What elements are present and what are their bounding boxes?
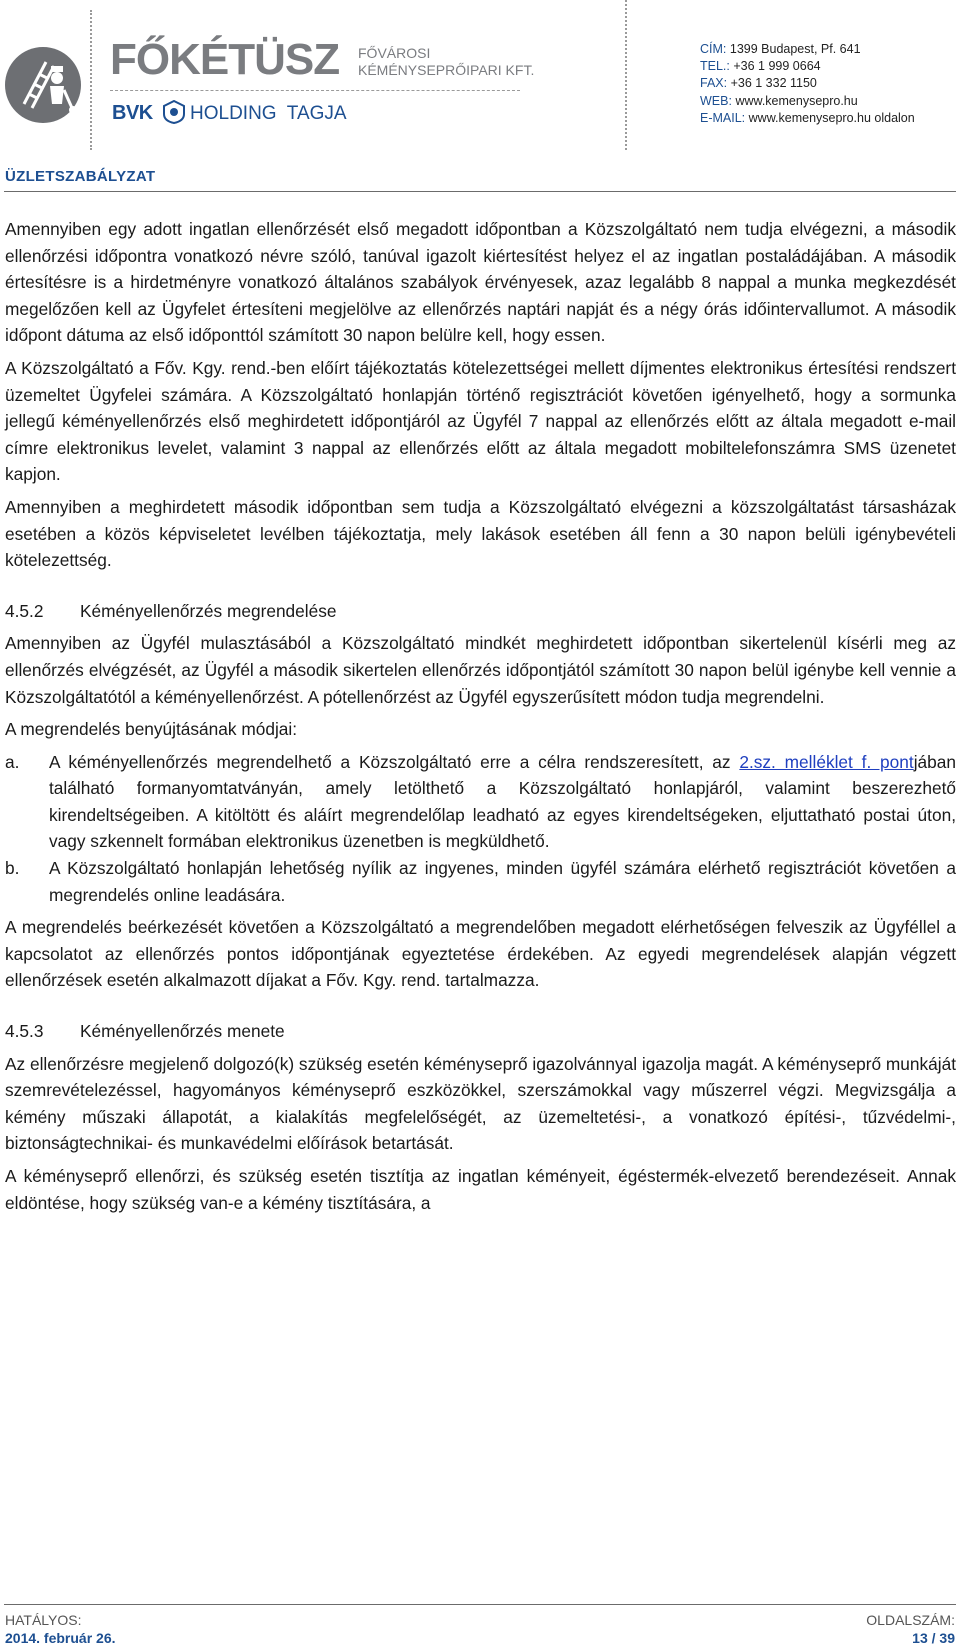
holding-emblem-icon	[163, 100, 185, 124]
footer-rule	[4, 1604, 956, 1605]
paragraph-2: A Közszolgáltató a Főv. Kgy. rend.-ben előírt tájékoztatás kötelezettségei mellett díjmentes elektronikus értesítési rendszert üzemeltet Ügyfelei számára. A Közszolgáltató honlapján történő regisztrációt követően igényelhető, hogy a sormunka jellegű kéményellenőrzés első meghirdetett időpontjáról az Ügyfél 7 nappal az ellenőrzés előtt az általa megadott e-mail címre elektronikus levelet, valamint 3 nappal az ellenőrzés előtt az általa megadott mobiltelefonszámra SMS üzenetet kapjon.	[5, 357, 956, 485]
paragraph-1: Amennyiben egy adott ingatlan ellenőrzését első megadott időpontban a Közszolgáltató nem tudja elvégezni, a második ellenőrzési időpontra vonatkozó névre szóló, tanúval igazolt kiértesítést helyez el az ingatlan postaládájában. A második értesítésre is a hirdetményre vonatkozó általános szabályok érvényesek, azaz legalább 8 nappal a munka megkezdését megelőzően kell az Ügyfelet értesíteni megjelölve az ellenőrzés naptári napját és a négy órás időintervallumot. A második időpont dátuma az első időponttól számított 30 napon belülre kell, hogy essen.	[5, 219, 956, 346]
effective-date: 2014. február 26.	[5, 1630, 116, 1646]
document-body	[5, 216, 956, 1222]
paragraph-6: A megrendelés beérkezését követően a Közszolgáltató a megrendelőben megadott elérhetőségen felveszik az Ügyféllel a kapcsolatot az ellenőrzés pontos időpontjának egyeztetése érdekében. Az egyedi megrendelések alapján végzett ellenőrzések esetén alkalmazott díjakat a Főv. Kgy. rend. tartalmazza.	[5, 917, 956, 991]
holding-prefix: BVK	[112, 102, 153, 124]
list-marker: a.	[5, 751, 20, 772]
annex-link[interactable]: 2.sz. melléklet f. pont	[739, 751, 914, 772]
brand-subtitle-line-1: FŐVÁROSI	[358, 45, 431, 61]
contact-web: WEB: www.kemenysepro.hu	[700, 93, 858, 108]
page-number: 13 / 39	[912, 1630, 955, 1646]
heading-number: 4.5.3	[5, 1021, 44, 1042]
brand-subtitle-line-2: KÉMÉNYSEPRŐIPARI KFT.	[358, 62, 535, 78]
list-item: a. A kéményellenőrzés megrendelhető a Közszolgáltató erre a célra rendszeresített, az 2.sz. melléklet f. pontjában található formanyomtatványán, amely letölthető a Közszolgáltató honlapjáról, valamint beszerezhető kirendeltségeiben. A kitöltött és aláírt megrendelőlap leadható az egyes kirendeltségeken, eljuttatható postai úton, vagy szkennelt formában elektronikus üzenetben is megküldhető.	[5, 749, 956, 855]
contact-fax: FAX: +36 1 332 1150	[700, 76, 817, 91]
chimney-sweep-logo-icon	[4, 46, 82, 124]
paragraph-4: Amennyiben az Ügyfél mulasztásából a Közszolgáltató mindkét meghirdetett időpontban sikertelenül kísérli meg az ellenőrzés elvégzését, az Ügyfél a második sikertelen ellenőrzés időpontjától számított 30 napon belül igénybe kell vennie a Közszolgáltatótól a kéményellenőrzést. A pótellenőrzést az Ügyfél egyszerűsített módon tudja megrendelni.	[5, 633, 956, 707]
holding-label: HOLDING TAGJA	[190, 103, 347, 124]
header-vertical-divider-left	[90, 10, 92, 150]
heading-4-5-3	[5, 1018, 956, 1045]
header-vertical-divider-right	[625, 0, 627, 150]
brand-name: FŐKÉTÜSZ	[110, 35, 340, 84]
paragraph-8: A kéményseprő ellenőrzi, és szükség esetén tisztítja az ingatlan kéményeit, égéstermék-elvezető berendezéseit. Annak eldöntése, hogy szükség van-e a kémény tisztítására, a	[5, 1166, 956, 1213]
heading-text: Kéményellenőrzés menete	[80, 1021, 285, 1042]
contact-phone: TEL.: +36 1 999 0664	[700, 59, 821, 74]
heading-4-5-2	[5, 598, 956, 625]
header-divider	[110, 90, 520, 91]
paragraph-3: Amennyiben a meghirdetett második időpontban sem tudja a Közszolgáltató elvégezni a közszolgáltatást társasházak esetében a közös képviseletet levélben tájékoztatja, mely lakások esetében áll fenn a 30 napon belüli igénybevételi kötelezettség.	[5, 496, 956, 571]
section-title: ÜZLETSZABÁLYZAT	[5, 168, 156, 185]
heading-number: 4.5.2	[5, 600, 44, 621]
paragraph-7: Az ellenőrzésre megjelenő dolgozó(k) szükség esetén kéményseprő igazolvánnyal igazolja magát. A kéményseprő munkáját szemrevételezéssel, hagyományos kéményseprő eszközökkel, szerszámokkal vagy műszerrel végzi. Megvizsgálja a kémény műszaki állapotát, a kialakítás megfelelőségét, az üzemeltetési-, a vonatkozó építési-, tűzvédelmi-, biztonságtechnikai- és munkavédelmi előírások betartását.	[5, 1053, 956, 1154]
order-methods-list	[5, 749, 956, 909]
effective-date-label: HATÁLYOS:	[5, 1612, 82, 1628]
contact-email: E-MAIL: www.kemenysepro.hu oldalon	[700, 110, 915, 125]
header-rule	[4, 191, 956, 192]
contact-block	[700, 41, 915, 127]
page-number-label: OLDALSZÁM:	[866, 1612, 955, 1628]
list-item: b. A Közszolgáltató honlapján lehetőség nyílik az ingyenes, minden ügyfél számára elérhető regisztrációt követően a megrendelés online leadására.	[5, 855, 956, 908]
contact-address: CÍM: 1399 Budapest, Pf. 641	[700, 42, 861, 56]
paragraph-5: A megrendelés benyújtásának módjai:	[5, 719, 298, 740]
heading-text: Kéményellenőrzés megrendelése	[80, 600, 337, 621]
brand-subtitle	[358, 45, 534, 79]
page-header	[0, 0, 960, 185]
list-marker: b.	[5, 858, 20, 879]
